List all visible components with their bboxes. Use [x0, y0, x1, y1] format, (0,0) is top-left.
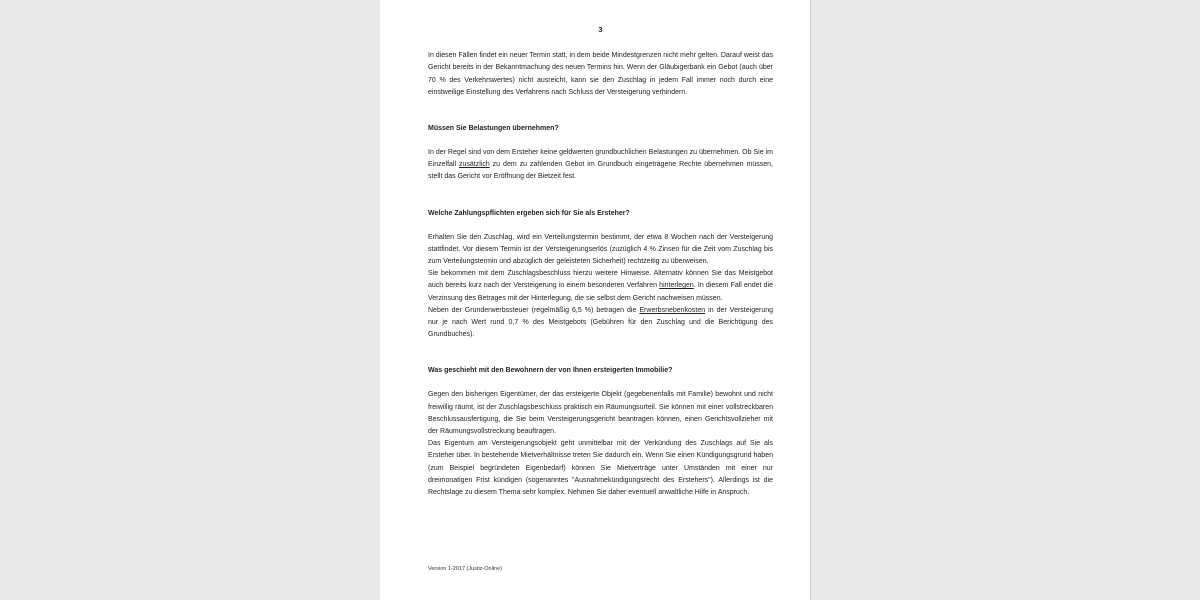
- text-span: zu dem zu zahlenden Gebot im Grundbuch eingetragene Rechte übernehmen müssen, stellt das Gericht vor Eröffnung der Bietzeit fest.: [428, 161, 773, 181]
- zahlungspflichten-paragraph-3: [428, 305, 773, 342]
- section-heading-bewohner: Was geschieht mit den Bewohnern der von Ihnen ersteigerten Immobilie?: [428, 367, 673, 375]
- text-span: Sie bekommen mit dem Zuschlagsbeschluss hierzu weitere Hinweise. Alternativ können Sie das Meistgebot auch bereits kurz nach der Versteigerung in einem besonderen Verfahren: [428, 270, 773, 290]
- text-span: In der Regel sind von dem Ersteher keine geldwerten grundbuchlichen Belastungen zu übernehmen. Ob Sie im Einzelfall: [428, 149, 773, 169]
- text-span: in der Versteigerung nur je nach Wert rund 0,7 % des Meistgebots (Gebühren für den Zuschlag und die Berichtigung des Grundbuches).: [428, 306, 773, 339]
- belastungen-paragraph: [428, 147, 773, 184]
- page-content: [428, 24, 773, 499]
- section-heading-belastungen: Müssen Sie Belastungen übernehmen?: [428, 125, 559, 133]
- text-span: . In diesem Fall endet die Verzinsung des Betrages mit der Hinterlegung, die sie selbst dem Gericht nachweisen müssen.: [428, 282, 774, 302]
- section-heading-zahlungspflichten: Welche Zahlungspflichten ergeben sich für Sie als Ersteher?: [428, 209, 630, 217]
- bewohner-paragraph-2: Das Eigentum am Versteigerungsobjekt geht unmittelbar mit der Verkündung des Zuschlags auf Sie als Ersteher über. In bestehende Mietverhältnisse treten Sie dadurch ein. Wenn Sie einen Kündigungsgrund haben (zum Beispiel begründeten Eigenbedarf) können Sie Mietverträge unter Umständen mit einer nur dreimonatigen Frist kündigen (sogenanntes "Ausnahmekündigungsrecht des Erstehers"). Allerdings ist die Rechtslage zu diesem Thema sehr komplex. Nehmen Sie daher eventuell anwaltliche Hilfe in Anspruch.: [428, 440, 773, 497]
- zahlungspflichten-paragraph-1: Erhalten Sie den Zuschlag, wird ein Verteilungstermin bestimmt, der etwa 8 Wochen nach der Versteigerung stattfindet. Vor diesem Termin ist der Versteigerungserlös (zuzüglich 4 % Zinsen für die Zeit vom Zuschlag bis zum Verteilungstermin und abzüglich der geleisteten Sicherheit) rechtzeitig zu überweisen.: [428, 233, 773, 266]
- intro-paragraph: In diesen Fällen findet ein neuer Termin statt, in dem beide Mindestgrenzen nicht mehr gelten. Darauf weist das Gericht bereits in der Bekanntmachung des neuen Termins hin. Wenn der Gläubigerbank ein Gebot (auch über 70 % des Verkehrswertes) nicht ausreicht, kann sie den Zuschlag in jedem Fall immer noch durch eine einstweilige Einstellung des Verfahrens nach Schluss der Versteigerung verhindern.: [428, 52, 774, 96]
- version-footer: Version 1-2017 (Justiz-Online): [428, 566, 502, 572]
- bewohner-paragraph-1: Gegen den bisherigen Eigentümer, der das ersteigerte Objekt (gegebenenfalls mit Familie) bewohnt und nicht freiwillig räumt, ist der Zuschlagsbeschluss praktisch ein Räumungsurteil. Sie können mit einer vollstreckbaren Beschlussausfertigung, die Sie beim Versteigerungsgericht beantragen können, einen Gerichtsvollzieher mit der Räumungsvollstreckung beauftragen.: [428, 391, 773, 436]
- text-span: Neben der Grunderwerbssteuer (regelmäßig 6,5 %) betragen die: [428, 306, 640, 314]
- zusaetzlich-link[interactable]: zusätzlich: [458, 161, 490, 169]
- zahlungspflichten-paragraph-2: [428, 268, 773, 305]
- hinterlegen-link[interactable]: hinterlegen: [659, 282, 694, 290]
- erwerbsnebenkosten-link[interactable]: Erwerbsnebenkosten: [639, 306, 706, 314]
- document-page: [380, 0, 811, 600]
- page-number: 3: [598, 25, 603, 34]
